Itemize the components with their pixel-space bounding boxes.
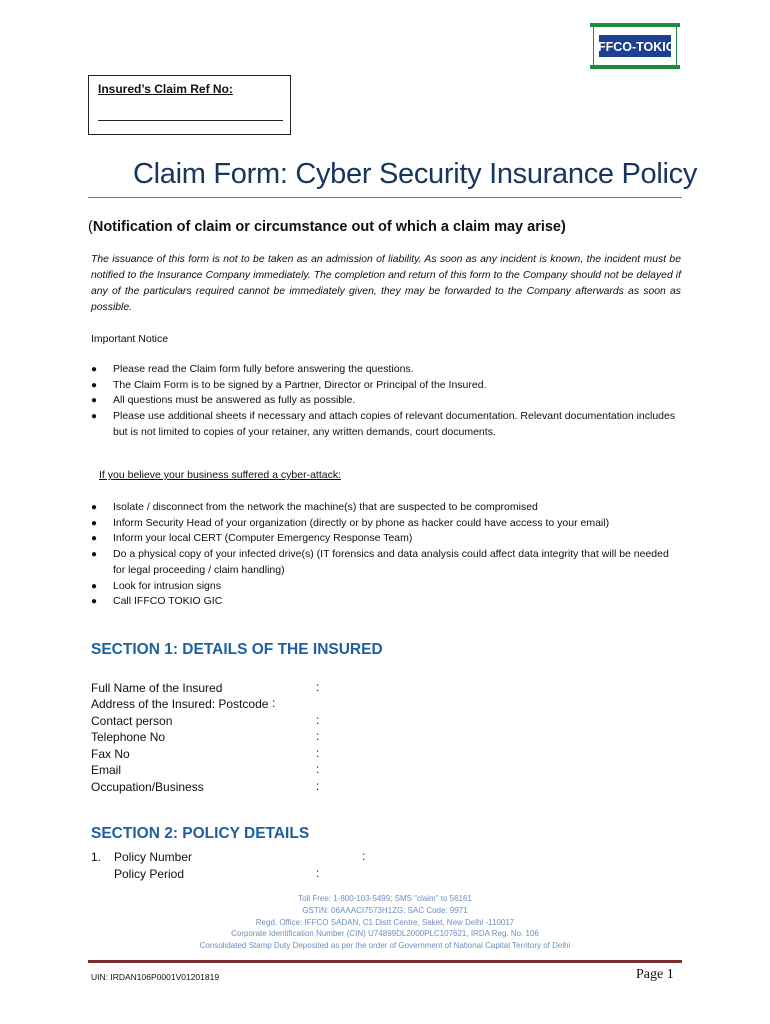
important-notice-list — [91, 362, 681, 441]
list-item: ● Inform Security Head of your organization (directly or by phone as hacker could have access to your email) — [91, 516, 610, 529]
footer-line: Consolidated Stamp Duty Deposited as per the order of Government of National Capital Territory of Delhi — [199, 941, 571, 951]
field-colon: : — [316, 680, 320, 694]
uin-number: UIN: IRDAN106P0001V01201819 — [91, 972, 220, 982]
field-colon: : — [316, 729, 320, 743]
notification-open-paren: ( — [88, 219, 93, 235]
page-title: Claim Form: Cyber Security Insurance Policy — [133, 158, 698, 190]
field-label-telephone: Telephone No — [91, 730, 166, 744]
footer-divider — [88, 960, 682, 963]
list-item: ● All questions must be answered as fully as possible. — [91, 394, 356, 407]
notification-text: Notification of claim or circumstance out of which a claim may arise) — [92, 219, 566, 235]
claim-ref-label: Insured’s Claim Ref No: — [98, 82, 233, 96]
iffco-tokio-logo — [590, 23, 680, 69]
list-item: ● Call IFFCO TOKIO GIC — [91, 595, 223, 608]
field-colon: : — [316, 779, 320, 793]
svg-text:IFFCO-TOKIO: IFFCO-TOKIO — [594, 40, 676, 54]
footer-line: Toll Free: 1-800-103-5499; SMS "claim" to 56161 — [298, 894, 472, 903]
intro-paragraph: The issuance of this form is not to be taken as an admission of liability. As soon as any incident is known, the incident must be notified to the Insurance Company immediately. The completion and return of this form to the Company should not be delayed if any of the particulars required cannot be immediately given, they may be forwarded to the Company afterwards as soon as possible. — [91, 254, 681, 313]
field-label-policy-number: Policy Number — [114, 850, 193, 864]
field-colon: : — [316, 762, 320, 776]
list-item: ● Please use additional sheets if necessary and attach copies of relevant documentation. Relevant documentation includes but is not limited to copies of your retainer, any written demands, court documents. — [91, 410, 676, 438]
field-label-contact-person: Contact person — [91, 714, 173, 728]
footer-line: GSTIN: 06AAACI7573H1ZG; SAC Code: 9971 — [302, 905, 468, 915]
footer-line: Regd. Office: IFFCO SADAN, C1 Distt Centre, Saket, New Delhi -110017 — [255, 917, 515, 927]
list-item: ● Please read the Claim form fully before answering the questions. — [91, 363, 414, 375]
field-colon: : — [316, 866, 320, 880]
field-label-email: Email — [91, 763, 122, 777]
claim-ref-box — [88, 75, 291, 135]
field-label-full-name: Full Name of the Insured — [91, 681, 223, 695]
footer-contact-info — [0, 893, 770, 952]
important-notice-title: Important Notice — [91, 333, 169, 345]
list-item: ● Look for intrusion signs — [91, 579, 221, 592]
page-number: Page 1 — [636, 967, 674, 982]
field-label-address: Address of the Insured: Postcode — [91, 697, 269, 711]
field-colon: : — [362, 849, 366, 863]
field-label-fax: Fax No — [91, 747, 130, 761]
field-label-occupation: Occupation/Business — [91, 780, 204, 794]
field-colon: : — [272, 696, 276, 710]
claim-ref-input-line[interactable] — [98, 120, 283, 121]
cyber-attack-title: If you believe your business suffered a cyber-attack: — [99, 469, 342, 481]
cyber-attack-list — [91, 500, 681, 610]
section2-heading: SECTION 2: POLICY DETAILS — [91, 825, 310, 842]
list-item: ● Do a physical copy of your infected drive(s) (IT forensics and data analysis could affect data integrity that will be needed for legal proceeding / claim handling) — [91, 548, 669, 576]
field-label-policy-period: Policy Period — [114, 867, 185, 881]
policy-item-number: 1. — [91, 850, 102, 864]
field-colon: : — [316, 746, 320, 760]
field-colon: : — [316, 713, 320, 727]
list-item: ● Inform your local CERT (Computer Emergency Response Team) — [91, 532, 413, 545]
title-divider — [88, 197, 682, 198]
list-item: ● The Claim Form is to be signed by a Partner, Director or Principal of the Insured. — [91, 378, 487, 391]
section1-heading: SECTION 1: DETAILS OF THE INSURED — [91, 641, 383, 658]
notification-heading — [88, 219, 566, 235]
footer-line: Corporate Identification Number (CIN) U74899DL2000PLC107621, IRDA Reg. No. 106 — [231, 929, 539, 939]
list-item: ● Isolate / disconnect from the network the machine(s) that are suspected to be compromised — [91, 501, 538, 513]
